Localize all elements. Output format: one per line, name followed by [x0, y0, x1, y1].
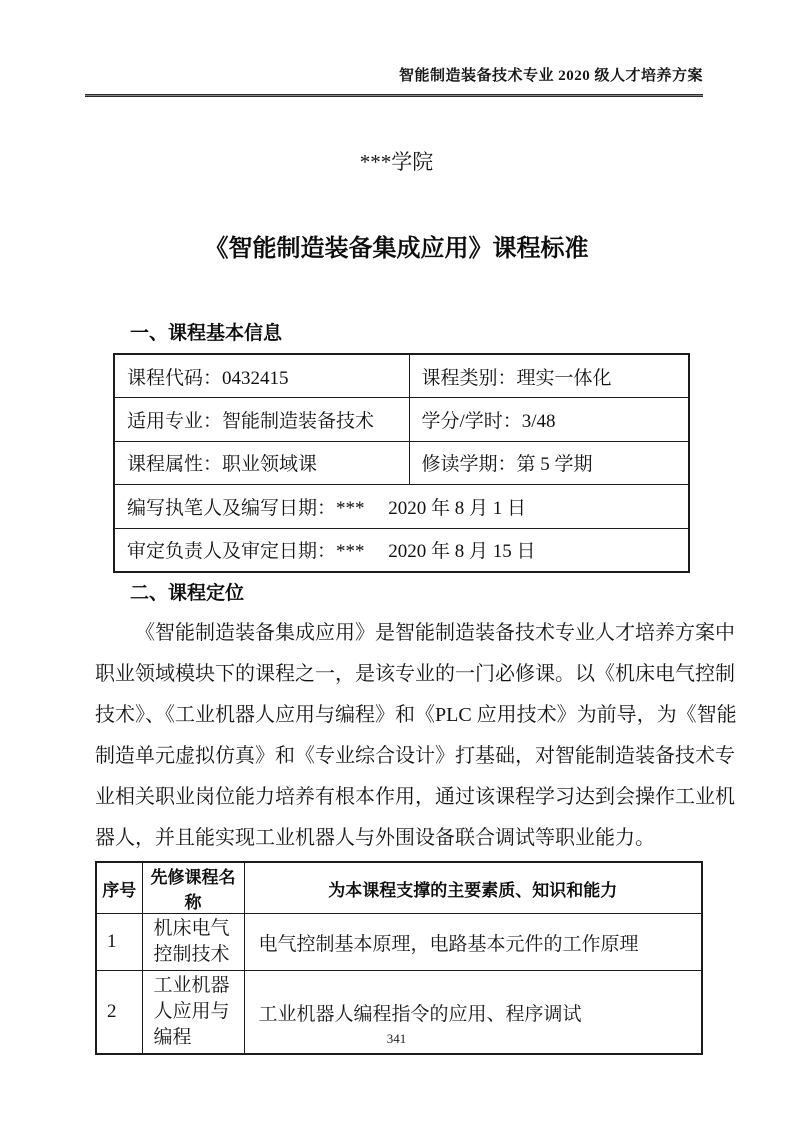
table-row: [114, 528, 689, 572]
section-heading-basic-info: 一、课程基本信息: [130, 323, 283, 344]
support-desc-cell: 电气控制基本原理，电路基本元件的工作原理: [244, 914, 702, 971]
table-row: [114, 485, 689, 529]
col-header-course: 先修课程名称: [142, 862, 244, 914]
course-attribute-cell: 课程属性：职业领域课: [114, 441, 409, 485]
paragraph-line: 器人，并且能实现工业机器人与外围设备联合调试等职业能力。: [95, 827, 655, 849]
document-title: 《智能制造装备集成应用》课程标准: [204, 235, 589, 262]
author-date-cell: 编写执笔人及编写日期：*** 2020 年 8 月 1 日: [114, 485, 689, 529]
prerequisite-courses-table: [95, 861, 703, 1055]
header-rule-divider: [85, 94, 703, 97]
table-row: [114, 441, 689, 485]
page-number: 341: [386, 1031, 407, 1046]
course-code-cell: 课程代码：0432415: [114, 354, 409, 398]
paragraph-line: 《智能制造装备集成应用》是智能制造装备技术专业人才培养方案中: [135, 622, 735, 644]
support-desc-cell: 工业机器人编程指令的应用、程序调试: [244, 971, 702, 1055]
paragraph-line: 制造单元虚拟仿真》和《专业综合设计》打基础，对智能制造装备技术专: [95, 745, 735, 767]
table-row: [114, 354, 689, 398]
course-name-cell: 机床电气控制技术: [142, 914, 244, 971]
reviewer-date-cell: 审定负责人及审定日期：*** 2020 年 8 月 15 日: [114, 528, 689, 572]
course-name-cell: 工业机器人应用与编程: [142, 971, 244, 1055]
paragraph-line: 业相关职业岗位能力培养有根本作用，通过该课程学习达到会操作工业机: [95, 786, 735, 808]
paragraph-line: 职业领域模块下的课程之一，是该专业的一门必修课。以《机床电气控制: [95, 663, 735, 685]
running-header-text: 智能制造装备技术专业 2020 级人才培养方案: [398, 68, 703, 84]
course-positioning-paragraph: [95, 613, 737, 859]
row-number-cell: 1: [96, 914, 142, 971]
col-header-number: 序号: [96, 862, 142, 914]
table-row: [114, 398, 689, 442]
table-row: [96, 914, 702, 971]
study-semester-cell: 修读学期：第 5 学期: [409, 441, 689, 485]
school-title: ***学院: [359, 150, 434, 174]
basic-info-table: [113, 353, 690, 573]
paragraph-line: 技术》、《工业机器人应用与编程》和《PLC 应用技术》为前导，为《智能: [95, 704, 737, 726]
course-category-cell: 课程类别：理实一体化: [409, 354, 689, 398]
row-number-cell: 2: [96, 971, 142, 1055]
table-header-row: [96, 862, 702, 914]
section-heading-course-positioning: 二、课程定位: [130, 583, 245, 604]
credits-hours-cell: 学分/学时：3/48: [409, 398, 689, 442]
col-header-support: 为本课程支撑的主要素质、知识和能力: [244, 862, 702, 914]
applicable-major-cell: 适用专业：智能制造装备技术: [114, 398, 409, 442]
